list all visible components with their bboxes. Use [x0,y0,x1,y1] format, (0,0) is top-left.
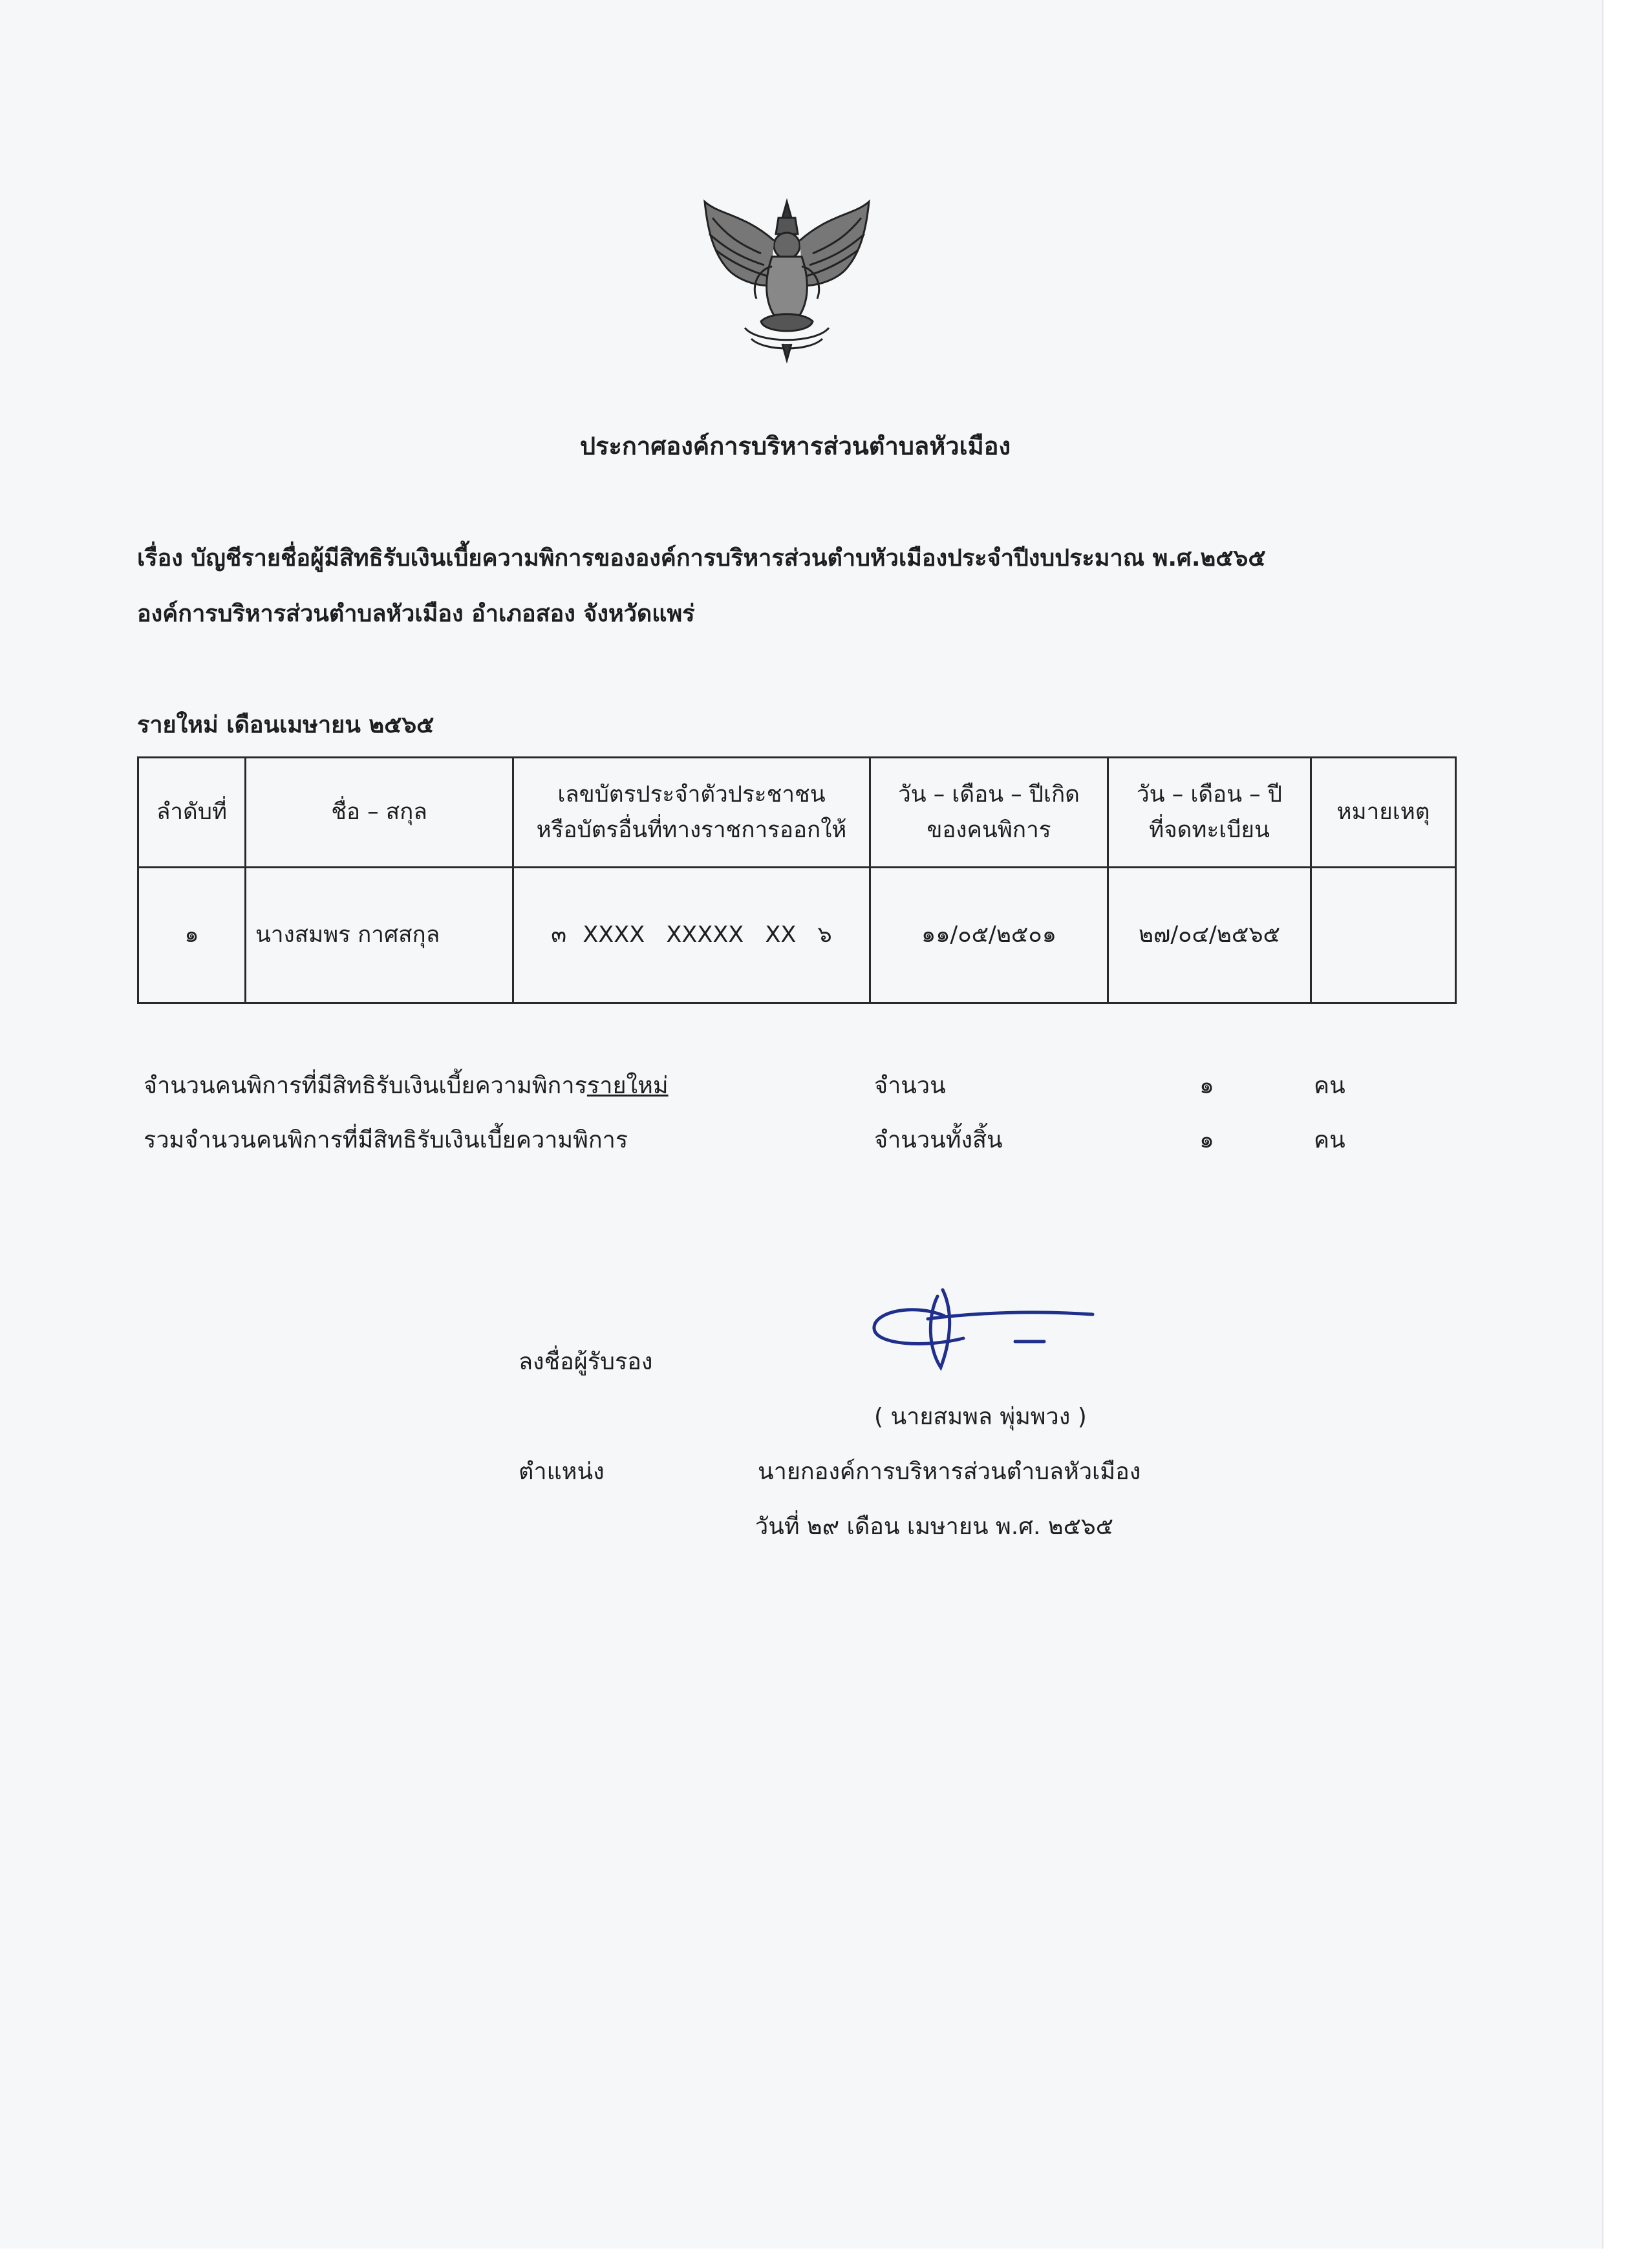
id-mask-2: XXXXX [666,922,744,948]
document-title: ประกาศองค์การบริหารส่วนตำบลหัวเมือง [579,432,1011,460]
garuda-emblem-icon [700,189,874,363]
summary-new-unit: คน [1314,1073,1345,1099]
id-mask-1: XXXX [583,922,645,948]
page-edge [1602,0,1650,2268]
header-birth-date-line2: ของคนพิการ [927,817,1051,843]
subject-line-1: เรื่อง บัญชีรายชื่อผู้มีสิทธิรับเงินเบี้ยความพิการขององค์การบริหารส่วนตำบหัวเมืองประจำปีงบประมาณ พ.ศ.๒๕๖๕ [137,545,1266,572]
summary-new-label [144,1072,669,1100]
header-id-card [513,758,870,868]
summary-total-unit: คน [1314,1127,1345,1153]
date-line: วันที่ ๒๙ เดือน เมษายน พ.ศ. ๒๕๖๕ [755,1514,1114,1540]
summary-new-label-underlined: รายใหม่ [586,1073,669,1099]
position-value: นายกองค์การบริหารส่วนตำบลหัวเมือง [758,1459,1141,1485]
page-edge-bottom [0,2249,1650,2268]
signer-name: ( นายสมพล พุ่มพวง ) [874,1404,1087,1430]
header-registered-date-line1: วัน – เดือน – ปี [1137,782,1282,808]
header-registered-date-line2: ที่จดทะเบียน [1149,817,1270,843]
header-birth-date-line1: วัน – เดือน – ปีเกิด [898,782,1080,808]
id-suffix: ๖ [817,922,832,948]
section-heading: รายใหม่ เดือนเมษายน ๒๕๖๕ [137,712,434,738]
summary-new-label-prefix: จำนวนคนพิการที่มีสิทธิรับเงินเบี้ยความพิการ [144,1073,587,1099]
header-no: ลำดับที่ [138,758,246,868]
beneficiary-table [137,756,1457,1004]
cell-birth-date: ๑๑/๐๕/๒๕๐๑ [870,868,1108,1003]
table-header-row [138,758,1456,868]
id-prefix: ๓ [551,922,567,948]
signer-label: ลงชื่อผู้รับรอง [519,1349,653,1375]
header-registered-date [1108,758,1311,868]
header-birth-date [870,758,1108,868]
header-id-card-line2: หรือบัตรอื่นที่ทางราชการออกให้ [536,817,847,843]
cell-remark [1311,868,1456,1003]
table-row [138,868,1456,1003]
header-remark: หมายเหตุ [1311,758,1456,868]
summary-total-count: ๑ [1199,1127,1214,1153]
subject-line-2: องค์การบริหารส่วนตำบลหัวเมือง อำเภอสอง จังหวัดแพร่ [137,601,695,627]
id-mask-3: XX [765,922,797,948]
summary-new-count: ๑ [1199,1073,1214,1099]
cell-registered-date: ๒๗/๐๔/๒๕๖๕ [1108,868,1311,1003]
header-name: ชื่อ – สกุล [246,758,513,868]
summary-new-count-label: จำนวน [874,1073,946,1099]
signature-image [866,1277,1106,1374]
cell-no: ๑ [138,868,246,1003]
summary-total-count-label: จำนวนทั้งสิ้น [874,1127,1003,1153]
header-id-card-line1: เลขบัตรประจำตัวประชาชน [557,782,826,808]
cell-id-card [513,868,870,1003]
summary-total-label: รวมจำนวนคนพิการที่มีสิทธิรับเงินเบี้ยความพิการ [144,1127,628,1153]
cell-name: นางสมพร กาศสกุล [246,868,513,1003]
position-label: ตำแหน่ง [519,1459,605,1485]
